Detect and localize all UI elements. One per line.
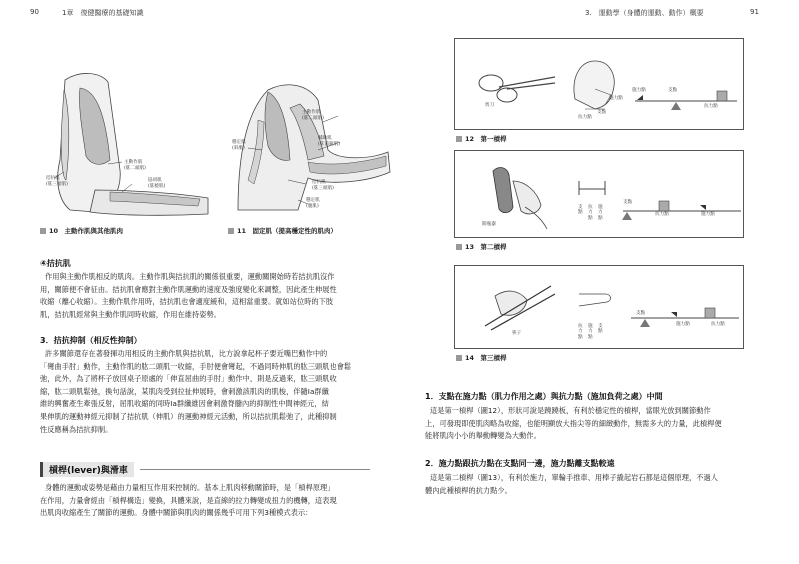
fig14-chopsticks-label: 筷子 [512, 331, 522, 336]
fig10-synergist-label [148, 178, 165, 189]
section-antagonist-body [40, 271, 370, 321]
fig13-vertical-effort: 施力點 [598, 205, 603, 221]
fig10-agonist-name: 主動作肌 [124, 160, 143, 165]
caption-marker [456, 244, 462, 250]
left-running-head: 1章 復健醫療的基礎知識 [62, 9, 144, 17]
fig13-caption [456, 242, 507, 251]
fig11-auxiliary-muscle: (肱前鋸肌) [318, 141, 340, 147]
caption-marker [40, 228, 46, 234]
paragraph-line: 這是第二槓桿（圖13），有利於施力，單輪手推車、用棒子撬起岩石都是這個原理，不過人 [430, 473, 718, 482]
fig10-antagonist-muscle: (肱三頭肌) [46, 181, 68, 187]
fig10-caption [40, 226, 123, 235]
fig11-antagonist-name: 拮抗肌 [312, 180, 326, 185]
fig11-stabilizer-top-name: 穩定肌 [232, 140, 246, 145]
paragraph-line: 上，可發現即使肌肉略為收縮，也能明顯放大指尖等的細緻動作，無需多大的力量，此槓桿便 [425, 418, 722, 428]
section-reciprocal-inhibition-body [40, 348, 370, 436]
fig14-caption [456, 353, 507, 362]
fig12-caption [456, 134, 507, 143]
paragraph-line: 作用與主動作肌相反的肌肉。主動作肌與拮抗肌的關係很重要，運動關開始時若拮抗肌沒作 [45, 272, 335, 281]
paragraph-line: 在作用，力量會經由「槓桿構造」變換，具體來說，是直線的拉力轉變成扭力的機轉，這表現 [40, 495, 337, 505]
fig14-vertical-effort: 施力點 [588, 324, 593, 340]
figure-13-box [454, 150, 744, 238]
figure-10-illustration [40, 60, 220, 220]
paragraph-line: 「彎曲手肘」動作，主動作肌的肱二頭肌一收縮，手肘便會彎起，不過同時伸肌的肱三頭肌也會鬆 [40, 361, 352, 371]
fig14-vertical-fulcrum: 支點 [598, 324, 603, 335]
fig11-antagonist-label [312, 180, 334, 191]
right-page-number: 91 [750, 8, 759, 16]
fig11-stabilizer-bottom-name: 穩定肌 [306, 198, 320, 203]
paragraph-line: 性反應稱為拮抗抑制。 [40, 424, 113, 434]
lever-section-heading [40, 462, 370, 477]
fig12-bar-effort-label: 施力點 [632, 88, 646, 93]
fig10-agonist-muscle: (肱二頭肌) [124, 165, 146, 171]
fig13-bar-fulcrum-label: 支點 [623, 200, 633, 205]
fig12-scissors-label: 剪刀 [485, 103, 495, 108]
fig11-antagonist-muscle: (肱三頭肌) [312, 185, 334, 191]
fig14-vertical-resist: 抗力點 [578, 324, 583, 340]
fig14-number: 14 [465, 354, 475, 362]
section-reciprocal-inhibition-title: 3．拮抗抑制（相反性抑制） [40, 336, 142, 345]
fig10-antagonist-name: 拮抗肌 [46, 176, 60, 181]
fig14-bar-effort-label: 施力點 [676, 322, 690, 327]
figure-14-box [454, 265, 744, 349]
fig12-resist-label: 抗力點 [578, 115, 592, 120]
fig11-stabilizer-top-label [232, 140, 246, 151]
fig13-bar-effort-label: 施力點 [701, 212, 715, 217]
fig10-agonist-label [124, 160, 146, 171]
paragraph-line: 肌，拮抗肌經常與主動作肌同時收縮，作用在維持姿勢。 [40, 309, 221, 319]
fig12-title: 第一槓桿 [480, 135, 507, 143]
fig10-title: 主動作肌與其他肌肉 [64, 227, 124, 235]
caption-marker [456, 355, 462, 361]
caption-marker [228, 228, 234, 234]
fig10-number: 10 [49, 227, 59, 235]
paragraph-line: 收縮（離心收縮）。主動作肌作用時，拮抗肌也會適度緩和，這相當重要。就如站位時的下肢 [40, 297, 334, 307]
third-class-lever-drawing [455, 266, 743, 348]
fig11-stabilizer-top-muscle: (斜肌) [232, 145, 245, 151]
fig13-number: 13 [465, 243, 475, 251]
fig13-vertical-resist: 抗力點 [588, 205, 593, 221]
arm-muscles-drawing [40, 60, 220, 220]
fig14-bar-fulcrum-label: 支點 [636, 311, 646, 316]
fig11-title: 固定肌（提高穩定性的肌肉） [252, 227, 338, 235]
paragraph-line: 用，關節便不會征由。拮抗肌會應對主動作肌運動的速度及強度變化來調整，因此產生伸展性 [40, 284, 337, 294]
fig12-bar-resist-label: 抗力點 [704, 104, 718, 109]
fig11-stabilizer-bottom-label [306, 198, 320, 209]
fig10-synergist-muscle: (肱橈肌) [148, 183, 166, 189]
figure-11-illustration [228, 60, 398, 220]
fig14-bar-resist-label: 抗力點 [711, 322, 725, 327]
paragraph-line: 維的興奮產生牽張反射，屈肌收縮的同時Ⅰa群纖維因會刺激脊髓內的抑制性中間神經元，結 [40, 399, 329, 409]
section-antagonist-title: ④拮抗肌 [40, 259, 71, 268]
paragraph-line: 果伸肌的運動神經元抑制了拮抗肌（伸肌）的運動神經元活動，所以拮抗肌鬆弛了，此種抑制 [40, 411, 337, 421]
right-running-head: 3. 運動學（身體的運動、動作）概要 [585, 9, 704, 17]
fig14-title: 第三槓桿 [480, 354, 507, 362]
fig13-bar-resist-label: 抗力點 [655, 212, 669, 217]
fig12-number: 12 [465, 135, 475, 143]
fig12-fulcrum-label: 支點 [597, 110, 607, 115]
fig13-vertical-fulcrum: 支點 [578, 205, 583, 216]
fig13-opener-label: 開瓶器 [482, 222, 496, 227]
item1-body [425, 405, 765, 443]
fig11-caption [228, 226, 337, 235]
paragraph-line: 弛，此外，為了將杯子放回桌子原處的「伸直屈曲的手肘」動作中，則是反過來，肱三頭肌收 [40, 374, 337, 384]
fig13-title: 第二槓桿 [480, 243, 507, 251]
heading-rule [140, 469, 370, 470]
item2-title: 2．施力點跟抗力點在支點同一邊，施力點離支點較遠 [425, 459, 615, 468]
shoulder-muscles-drawing [228, 60, 398, 220]
paragraph-line: 體內此種槓桿的抗力點少。 [425, 485, 512, 495]
fig12-bar-fulcrum-label: 支點 [668, 88, 678, 93]
paragraph-line: 身體的運動或姿勢是藉由力量相互作用來控制的。基本上肌肉移動關節時，是「槓桿原理」 [45, 483, 335, 492]
lever-section-body [40, 482, 370, 520]
fig11-auxiliary-label [318, 136, 340, 147]
figure-12-box [454, 38, 744, 130]
left-page-number: 90 [30, 8, 39, 16]
fig12-effort-label: 施力點 [609, 96, 623, 101]
fig11-agonist-label [302, 110, 324, 121]
fig10-synergist-name: 協同肌 [148, 178, 162, 183]
fig10-antagonist-label [46, 176, 68, 187]
fig11-agonist-muscle: (肱二頭肌) [302, 115, 324, 121]
paragraph-line: 能將肌肉小小的舉動轉變為大動作。 [425, 431, 541, 441]
paragraph-line: 出肌肉收縮產生了關節的運動。身體中關節與肌肉的關係幾乎可用下列3種模式表示： [40, 508, 313, 518]
paragraph-line: 許多關節還存在著發揮功用相反的主動作肌與拮抗肌，比方說拿起杯子要近嘴巴動作中的 [45, 349, 328, 358]
fig11-agonist-name: 主動作肌 [302, 110, 321, 115]
fig11-stabilizer-bottom-muscle: (腹肌) [306, 203, 319, 209]
lever-section-title: 槓桿(lever)與滑車 [40, 462, 134, 477]
item2-body [425, 472, 765, 497]
fig11-auxiliary-name: 輔助肌 [318, 136, 332, 141]
paragraph-line: 縮，肱二頭肌鬆弛，換句話說，某肌肉受到拉扯伸展時，會刺激該肌肉的肌梭，伴隨Ⅰa群纖 [40, 386, 329, 396]
paragraph-line: 這是第一槓桿（圖12），形狀可說是蹺蹺板，有利於穩定性的槓桿，當眼光放到關節動作 [430, 406, 711, 415]
item1-title: 1．支點在施力點（肌力作用之處）與抗力點（施加負荷之處）中間 [425, 392, 663, 401]
second-class-lever-drawing [455, 151, 743, 237]
fig11-number: 11 [237, 227, 247, 235]
caption-marker [456, 136, 462, 142]
